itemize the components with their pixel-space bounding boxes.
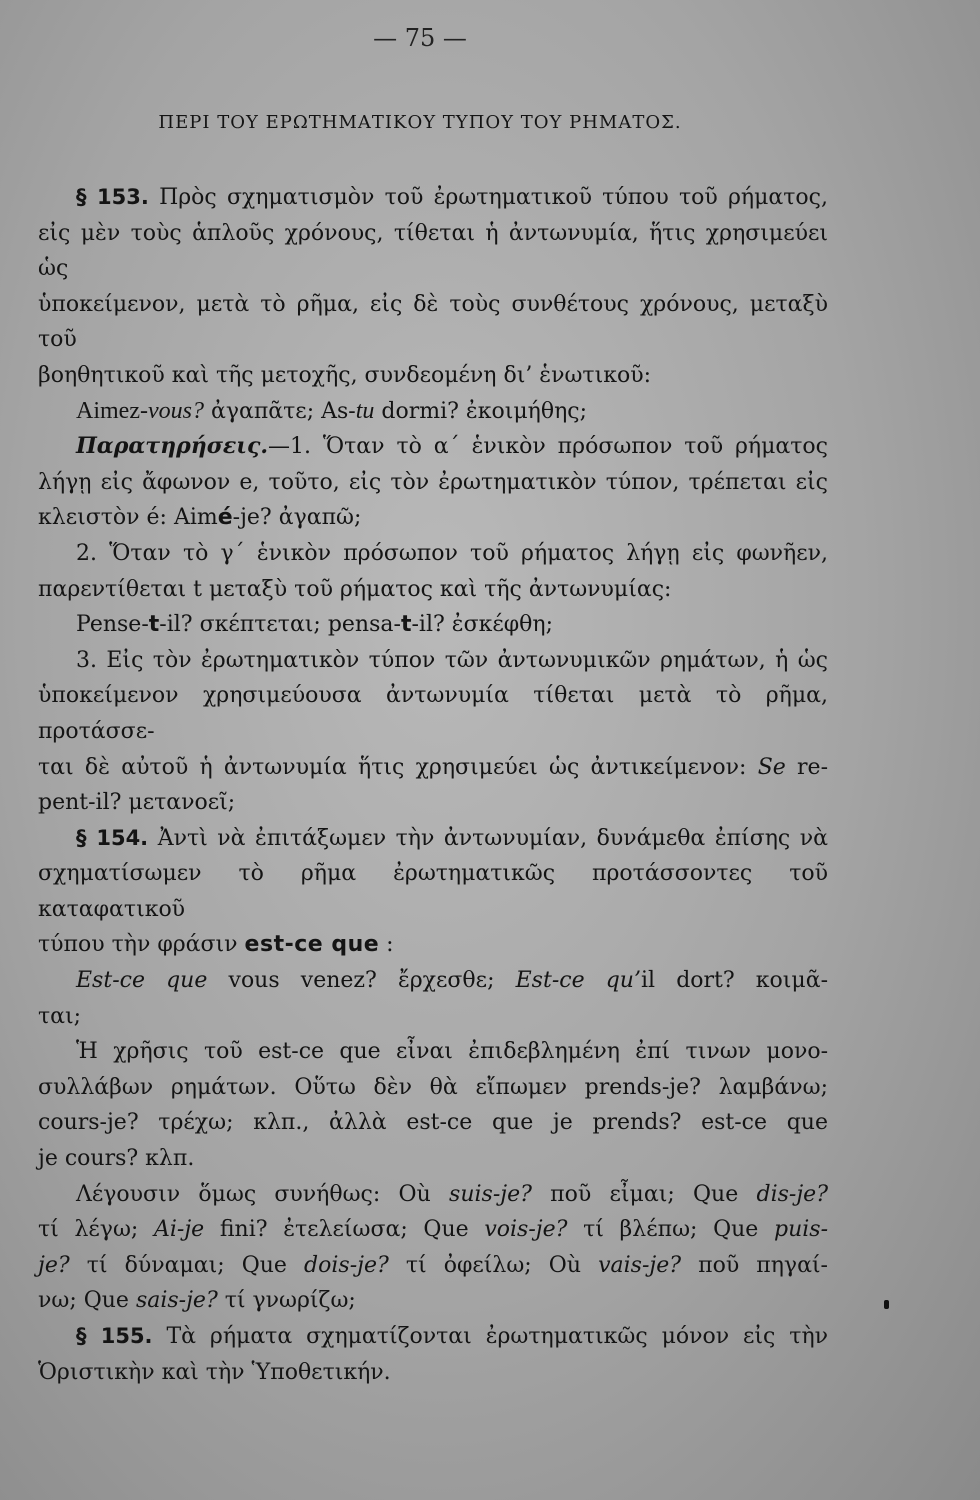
remarks-line: 3. Εἰς τὸν ἐρωτηματικὸν τύπον τῶν ἀντωνυμικῶν ρημάτων, ἡ ὡς <box>76 647 828 673</box>
example-line: ται; <box>38 1003 82 1029</box>
paragraph-155-line: Ὁριστικὴν καὶ τὴν Ὑποθετικήν. <box>38 1359 391 1385</box>
usage-line: συλλάβων ρημάτων. Οὕτω δὲν θὰ εἴπωμεν prends-je? λαμβάνω; <box>38 1074 828 1100</box>
paragraph-153-line: ὑποκείμενον, μετὰ τὸ ρῆμα, εἰς δὲ τοὺς συνθέτους χρόνους, μεταξὺ τοῦ <box>38 291 828 353</box>
usage-line: Ἡ χρῆσις τοῦ est-ce que εἶναι ἐπιδεβλημένη ἐπί τινων μονο- <box>76 1039 828 1065</box>
paragraph-153-line: § 153. Πρὸς σχηματισμὸν τοῦ ἐρωτηματικοῦ τύπου τοῦ ρήματος, <box>76 185 828 210</box>
example-line: Est-ce que vous venez? ἔρχεσθε; Est-ce qu’il dort? κοιμᾶ- <box>76 968 829 994</box>
remarks-line: λήγῃ εἰς ἄφωνον e, τοῦτο, εἰς τὸν ἐρωτηματικὸν τύπον, τρέπεται εἰς <box>38 469 828 495</box>
remarks-line: ὑποκείμενον χρησιμεύουσα ἀντωνυμία τίθεται μετὰ τὸ ρῆμα, προτάσσε- <box>38 683 828 744</box>
ink-speck <box>884 1300 889 1309</box>
remarks-line: Παρατηρήσεις.—1. Ὅταν τὸ α΄ ἑνικὸν πρόσωπον τοῦ ρήματος <box>76 433 828 460</box>
section-mark: § 154. <box>76 825 149 850</box>
example-line: Aimez-vous? ἀγαπᾶτε; As-tu dormi? ἐκοιμήθης; <box>76 397 587 424</box>
usage-line: cours-je? τρέχω; κλπ., ἀλλὰ est-ce que je prends? est-ce que <box>38 1110 828 1136</box>
page-body <box>38 180 828 1390</box>
section-mark: § 155. <box>76 1324 153 1348</box>
usage-line: τί λέγω; Ai-je fini? ἐτελείωσα; Que vois-je? τί βλέπω; Que puis- <box>38 1217 829 1243</box>
paragraph-154-line: σχηματίσωμεν τὸ ρῆμα ἐρωτηματικῶς προτάσσοντες τοῦ καταφατικοῦ <box>38 861 828 922</box>
usage-line: je? τί δύναμαι; Que dois-je? τί ὀφείλω; Où vais-je? ποῦ πηγαί- <box>38 1252 828 1278</box>
paragraph-154-line: § 154. Ἀντὶ νὰ ἐπιτάξωμεν τὴν ἀντωνυμίαν, δυνάμεθα ἐπίσης νὰ <box>76 825 828 851</box>
page-number: — 75 — <box>373 24 467 52</box>
usage-line: je cours? κλπ. <box>38 1146 195 1172</box>
remarks-line: 2. Ὅταν τὸ γ΄ ἑνικὸν πρόσωπον τοῦ ρήματος λήγῃ εἰς φωνῆεν, <box>76 540 828 566</box>
section-mark: § 153. <box>76 185 149 209</box>
paragraph-153-line: εἰς μὲν τοὺς ἁπλοῦς χρόνους, τίθεται ἡ ἀντωνυμία, ἥτις χρησιμεύει ὡς <box>38 220 828 282</box>
remarks-line: pent-il? μετανοεῖ; <box>38 790 236 816</box>
usage-line: νω; Que sais-je? τί γνωρίζω; <box>38 1288 356 1314</box>
example-line: Pense-t-il? σκέπτεται; pensa-t-il? ἐσκέφθη; <box>76 612 553 638</box>
remarks-line: ται δὲ αὐτοῦ ἡ ἀντωνυμία ἥτις χρησιμεύει ὡς ἀντικείμενον: Se re- <box>38 754 829 780</box>
section-heading: ΠΕΡΙ ΤΟΥ ΕΡΩΤΗΜΑΤΙΚΟΥ ΤΥΠΟΥ ΤΟΥ ΡΗΜΑΤΟΣ. <box>158 112 682 133</box>
remarks-title: Παρατηρήσεις. <box>76 433 268 460</box>
paragraph-155-line: § 155. Τὰ ρήματα σχηματίζονται ἐρωτηματικῶς μόνον εἰς τὴν <box>76 1324 829 1349</box>
remarks-line: παρεντίθεται t μεταξὺ τοῦ ρήματος καὶ τῆς ἀντωνυμίας: <box>38 576 672 602</box>
usage-line: Λέγουσιν ὅμως συνήθως: Où suis-je? ποῦ εἶμαι; Que dis-je? <box>76 1181 828 1207</box>
paragraph-154-line: τύπου τὴν φράσιν est-ce que : <box>38 932 394 958</box>
remarks-line: κλειστὸν é: Aimé-je? ἀγαπῶ; <box>38 505 362 531</box>
paragraph-153-line: βοηθητικοῦ καὶ τῆς μετοχῆς, συνδεομένη δι’ ἑνωτικοῦ: <box>38 362 652 388</box>
